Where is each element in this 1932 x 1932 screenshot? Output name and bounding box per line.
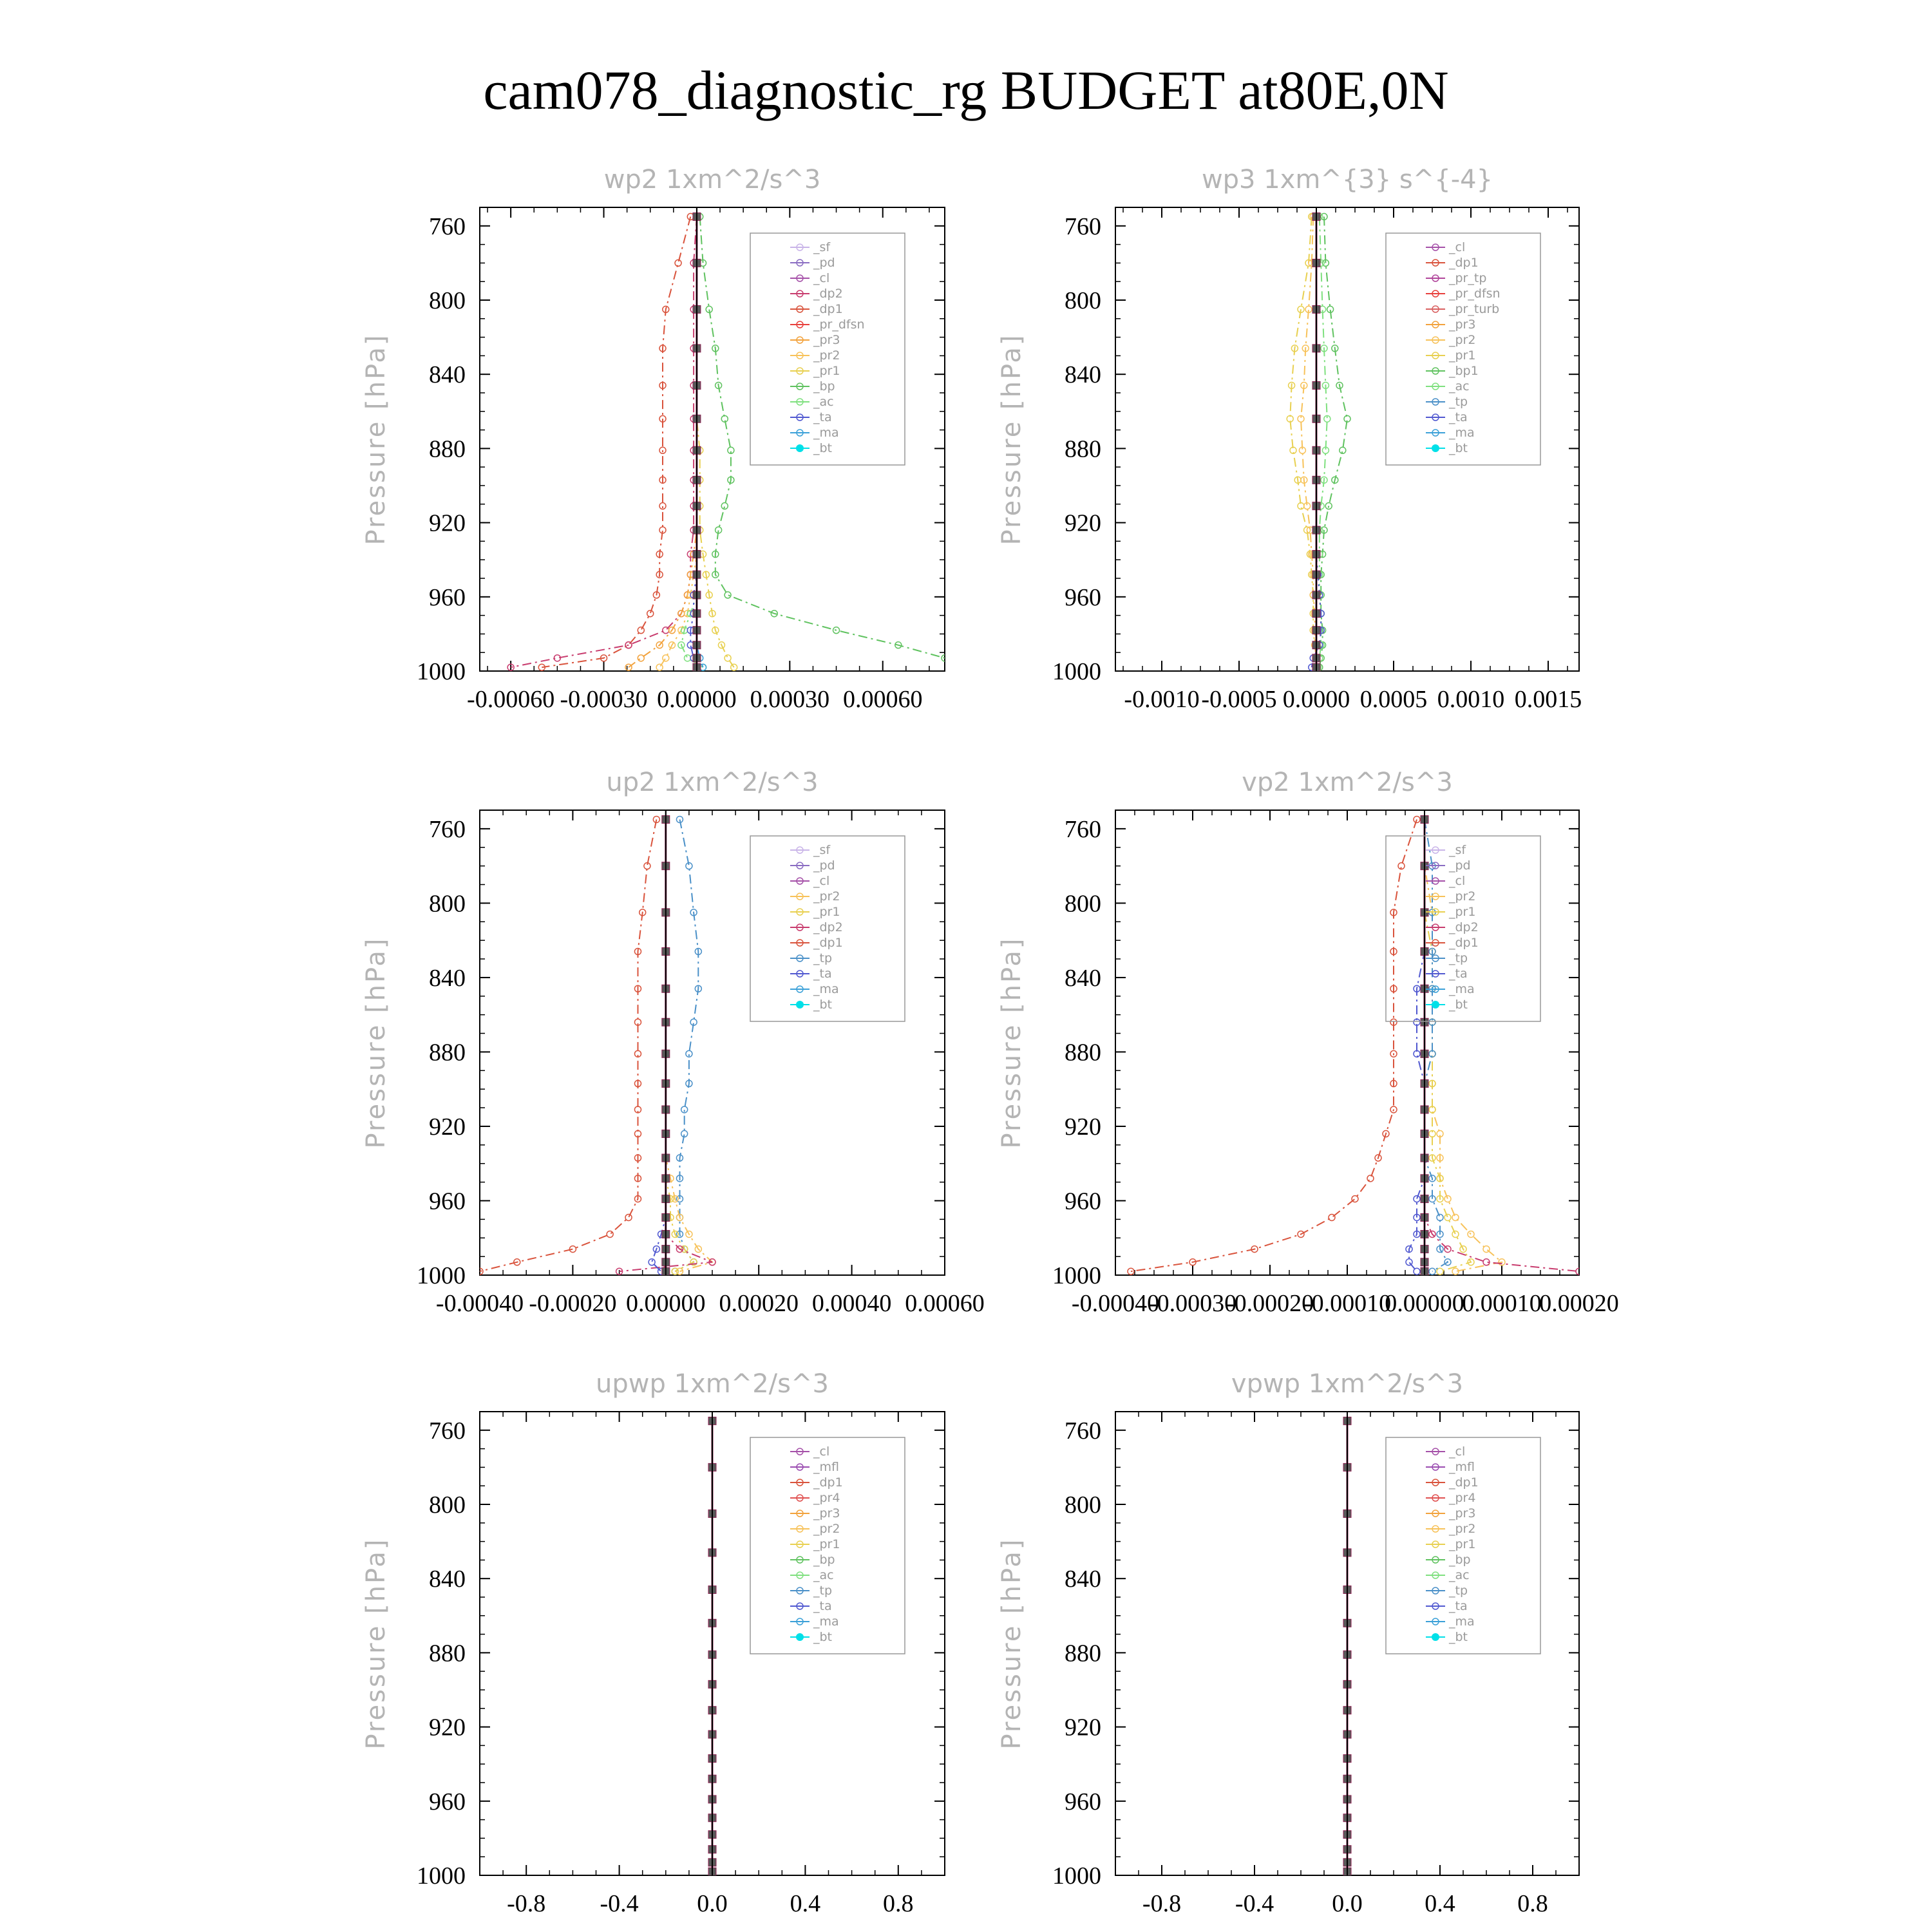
series-line-tp bbox=[1425, 819, 1448, 1271]
legend-label: _pr1 bbox=[1449, 348, 1476, 363]
series-line-pr2 bbox=[666, 819, 712, 1271]
y-tick-label: 840 bbox=[429, 361, 466, 389]
plot-frame bbox=[1115, 810, 1579, 1275]
y-tick-label: 840 bbox=[1065, 1566, 1101, 1593]
data-point bbox=[1429, 1268, 1435, 1274]
data-point bbox=[659, 503, 666, 509]
x-tick-label: -0.8 bbox=[1142, 1890, 1182, 1917]
y-tick-label: 760 bbox=[1065, 213, 1101, 240]
legend-label: _pr1 bbox=[1449, 1537, 1476, 1551]
y-tick-label: 880 bbox=[1065, 1039, 1101, 1066]
panel-title: up2 1xm^2/s^3 bbox=[606, 768, 819, 797]
panel-up2 bbox=[361, 768, 985, 1317]
legend-label: _bt bbox=[1449, 1630, 1468, 1644]
y-tick-label: 760 bbox=[1065, 815, 1101, 843]
legend-label: _pr1 bbox=[813, 1537, 840, 1551]
legend-label: _tp bbox=[1449, 951, 1468, 965]
x-tick-label: -0.0005 bbox=[1201, 686, 1277, 713]
y-tick-label: 800 bbox=[1065, 890, 1101, 918]
y-axis-label: Pressure [hPa] bbox=[361, 333, 391, 545]
y-tick-label: 760 bbox=[429, 815, 466, 843]
x-tick-label: 0.8 bbox=[883, 1890, 914, 1917]
y-tick-label: 960 bbox=[429, 1788, 466, 1815]
legend-label: _dp1 bbox=[813, 1475, 843, 1490]
y-tick-label: 800 bbox=[1065, 287, 1101, 314]
data-point bbox=[724, 655, 731, 661]
legend-label: _ac bbox=[813, 1568, 834, 1582]
legend-label: _dp1 bbox=[1449, 256, 1479, 270]
plot-frame bbox=[480, 207, 945, 671]
series-group bbox=[1128, 815, 1582, 1275]
y-tick-label: 800 bbox=[429, 890, 466, 918]
x-tick-label: -0.00020 bbox=[529, 1290, 617, 1317]
legend-label: _cl bbox=[813, 874, 830, 888]
x-tick-label: 0.00020 bbox=[1539, 1290, 1619, 1317]
series-line-tp bbox=[675, 819, 698, 1271]
y-tick-label: 920 bbox=[1065, 1113, 1101, 1141]
legend-label: _bt bbox=[813, 998, 833, 1012]
legend-label: _pr_turb bbox=[1449, 302, 1500, 316]
x-tick-label: 0.4 bbox=[1425, 1890, 1455, 1917]
legend-label: _ma bbox=[813, 982, 839, 996]
y-tick-label: 920 bbox=[429, 1113, 466, 1141]
data-point bbox=[1128, 1268, 1134, 1274]
data-point bbox=[967, 664, 973, 670]
x-tick-label: -0.00010 bbox=[1303, 1290, 1392, 1317]
x-tick-label: 0.0 bbox=[1332, 1890, 1363, 1917]
x-tick-label: 0.00020 bbox=[719, 1290, 799, 1317]
y-tick-label: 960 bbox=[429, 583, 466, 611]
series-line-pr1 bbox=[1290, 216, 1316, 667]
legend-label: _cl bbox=[1449, 1444, 1466, 1459]
series-line-ac bbox=[1318, 216, 1327, 667]
y-tick-label: 760 bbox=[1065, 1417, 1101, 1444]
legend-label: _pr2 bbox=[813, 348, 840, 363]
y-tick-label: 760 bbox=[429, 213, 466, 240]
y-tick-label: 960 bbox=[1065, 1188, 1101, 1215]
y-tick-label: 800 bbox=[1065, 1492, 1101, 1519]
legend-label: _pr4 bbox=[813, 1491, 840, 1505]
legend-marker bbox=[796, 1633, 804, 1641]
data-point bbox=[1352, 1196, 1358, 1202]
data-point bbox=[1329, 1214, 1335, 1220]
plot-frame bbox=[480, 810, 945, 1275]
data-point bbox=[638, 655, 644, 661]
legend-label: _ma bbox=[1449, 982, 1475, 996]
y-tick-label: 840 bbox=[1065, 964, 1101, 992]
data-point bbox=[684, 655, 690, 661]
x-tick-label: -0.00060 bbox=[467, 686, 555, 713]
legend-label: _ta bbox=[1449, 967, 1468, 981]
page-title: cam078_diagnostic_rg BUDGET at80E,0N bbox=[483, 59, 1449, 121]
x-tick-label: -0.00030 bbox=[560, 686, 648, 713]
panel-vpwp bbox=[997, 1369, 1579, 1917]
legend-label: _pr2 bbox=[1449, 1522, 1476, 1536]
legend-label: _bp bbox=[813, 379, 835, 393]
x-tick-label: 0.00010 bbox=[1462, 1290, 1542, 1317]
legend-label: _ac bbox=[1449, 1568, 1470, 1582]
x-tick-label: 0.00000 bbox=[657, 686, 737, 713]
x-tick-label: 0.00030 bbox=[750, 686, 830, 713]
data-point bbox=[1367, 1175, 1374, 1182]
y-tick-label: 880 bbox=[429, 1039, 466, 1066]
legend-label: _cl bbox=[1449, 240, 1466, 254]
legend-label: _cl bbox=[813, 271, 830, 285]
legend-label: _ma bbox=[1449, 426, 1475, 440]
data-point bbox=[1437, 1214, 1443, 1220]
data-point bbox=[1406, 1259, 1412, 1265]
x-tick-label: 0.0005 bbox=[1359, 686, 1428, 713]
y-tick-label: 1000 bbox=[417, 1862, 466, 1889]
legend-label: _bt bbox=[1449, 998, 1468, 1012]
legend-label: _pr_dfsn bbox=[1449, 287, 1501, 301]
plot-frame bbox=[1115, 207, 1579, 671]
legend-marker bbox=[1432, 1001, 1439, 1009]
series-line-dp2 bbox=[1425, 819, 1579, 1271]
legend-label: _bp bbox=[1449, 1553, 1471, 1567]
y-tick-label: 920 bbox=[429, 1714, 466, 1741]
panel-title: wp3 1xm^{3} s^{-4} bbox=[1201, 165, 1493, 194]
x-tick-label: -0.00030 bbox=[1148, 1290, 1237, 1317]
legend-label: _pr2 bbox=[813, 1522, 840, 1536]
legend-label: _dp2 bbox=[813, 920, 843, 934]
x-tick-label: 0.00040 bbox=[811, 1290, 892, 1317]
data-point bbox=[1437, 1268, 1443, 1274]
legend-label: _cl bbox=[813, 1444, 830, 1459]
legend-label: _pr3 bbox=[1449, 317, 1476, 332]
legend-marker bbox=[796, 444, 804, 452]
y-axis-label: Pressure [hPa] bbox=[361, 1537, 391, 1750]
y-tick-label: 880 bbox=[429, 1640, 466, 1667]
legend-label: _tp bbox=[813, 1584, 833, 1598]
y-tick-label: 840 bbox=[429, 1566, 466, 1593]
x-tick-label: -0.00040 bbox=[1071, 1290, 1160, 1317]
series-line-dp1 bbox=[542, 216, 690, 667]
legend-label: _bp1 bbox=[1449, 364, 1479, 378]
x-tick-label: 0.8 bbox=[1517, 1890, 1548, 1917]
legend-label: _sf bbox=[1449, 843, 1466, 857]
panel-vp2 bbox=[997, 768, 1619, 1317]
legend-label: _ma bbox=[1449, 1615, 1475, 1629]
panel-upwp bbox=[361, 1369, 945, 1917]
data-point bbox=[649, 1259, 655, 1265]
series-line-ta bbox=[652, 819, 666, 1271]
legend-label: _sf bbox=[813, 240, 831, 254]
data-point bbox=[625, 1214, 632, 1220]
legend-label: _pr4 bbox=[1449, 1491, 1476, 1505]
series-group bbox=[477, 815, 715, 1275]
legend-label: _mfl bbox=[1449, 1460, 1475, 1474]
panel-title: upwp 1xm^2/s^3 bbox=[596, 1369, 829, 1399]
y-axis-label: Pressure [hPa] bbox=[997, 333, 1027, 545]
data-point bbox=[663, 627, 669, 634]
legend-label: _dp1 bbox=[1449, 936, 1479, 950]
legend-label: _bp bbox=[813, 1553, 835, 1567]
legend-label: _ac bbox=[813, 395, 834, 409]
legend-marker bbox=[796, 1001, 804, 1009]
series-line-pr1 bbox=[697, 216, 734, 667]
legend-label: _ta bbox=[1449, 1599, 1468, 1613]
legend-label: _ta bbox=[1449, 410, 1468, 424]
legend-label: _tp bbox=[813, 951, 833, 965]
y-tick-label: 800 bbox=[429, 287, 466, 314]
series-line-bp1 bbox=[1320, 216, 1347, 667]
series-line-dp1 bbox=[1131, 819, 1417, 1271]
y-tick-label: 1000 bbox=[1052, 1862, 1101, 1889]
y-tick-label: 880 bbox=[1065, 435, 1101, 463]
legend-label: _pr_dfsn bbox=[813, 317, 865, 332]
legend-label: _ta bbox=[813, 1599, 832, 1613]
x-tick-label: 0.00000 bbox=[1385, 1290, 1464, 1317]
x-tick-label: -0.4 bbox=[600, 1890, 639, 1917]
data-point bbox=[638, 627, 644, 634]
y-tick-label: 1000 bbox=[417, 1262, 466, 1289]
legend-label: _mfl bbox=[813, 1460, 839, 1474]
series-group bbox=[507, 213, 972, 671]
data-point bbox=[1452, 1231, 1459, 1237]
series-line-pr2 bbox=[659, 216, 697, 667]
legend-label: _pr1 bbox=[813, 905, 840, 919]
legend-label: _ma bbox=[813, 1615, 839, 1629]
x-tick-label: -0.4 bbox=[1235, 1890, 1274, 1917]
panel-title: vpwp 1xm^2/s^3 bbox=[1231, 1369, 1464, 1399]
y-axis-label: Pressure [hPa] bbox=[997, 936, 1027, 1149]
series-line-dp1 bbox=[480, 819, 656, 1271]
y-tick-label: 960 bbox=[1065, 583, 1101, 611]
legend-label: _pr2 bbox=[1449, 889, 1476, 904]
y-tick-label: 920 bbox=[1065, 1714, 1101, 1741]
legend-label: _bt bbox=[813, 1630, 833, 1644]
legend-marker bbox=[1432, 1633, 1439, 1641]
y-tick-label: 800 bbox=[429, 1492, 466, 1519]
legend-label: _pr1 bbox=[1449, 905, 1476, 919]
series-line-ta bbox=[1409, 819, 1425, 1271]
legend-label: _dp1 bbox=[1449, 1475, 1479, 1490]
y-tick-label: 1000 bbox=[1052, 1262, 1101, 1289]
legend-label: _bt bbox=[1449, 441, 1468, 455]
data-point bbox=[1444, 1196, 1451, 1202]
y-tick-label: 840 bbox=[429, 964, 466, 992]
legend-label: _pr2 bbox=[1449, 333, 1476, 347]
series-line-pr2 bbox=[1301, 216, 1316, 667]
x-tick-label: 0.4 bbox=[790, 1890, 821, 1917]
legend-label: _pr_tp bbox=[1449, 271, 1487, 285]
panel-wp2 bbox=[361, 165, 973, 713]
x-tick-label: -0.00040 bbox=[435, 1290, 524, 1317]
legend-label: _dp1 bbox=[813, 936, 843, 950]
legend-label: _pr2 bbox=[813, 889, 840, 904]
series-group bbox=[1287, 213, 1350, 671]
legend-label: _dp2 bbox=[1449, 920, 1479, 934]
legend-label: _pd bbox=[813, 858, 835, 873]
x-tick-label: 0.0 bbox=[697, 1890, 728, 1917]
panel-title: vp2 1xm^2/s^3 bbox=[1242, 768, 1453, 797]
legend-label: _dp1 bbox=[813, 302, 843, 316]
y-tick-label: 880 bbox=[1065, 1640, 1101, 1667]
legend-label: _tp bbox=[1449, 1584, 1468, 1598]
y-tick-label: 920 bbox=[1065, 509, 1101, 537]
legend-marker bbox=[1432, 444, 1439, 452]
legend-label: _sf bbox=[813, 843, 831, 857]
legend-label: _pr3 bbox=[1449, 1506, 1476, 1520]
y-tick-label: 1000 bbox=[1052, 658, 1101, 685]
series-line-dp2 bbox=[511, 216, 697, 667]
x-tick-label: 0.00000 bbox=[626, 1290, 706, 1317]
legend-label: _pr3 bbox=[813, 333, 840, 347]
data-point bbox=[731, 664, 737, 670]
panel-title: wp2 1xm^2/s^3 bbox=[603, 165, 821, 194]
legend-label: _ta bbox=[813, 410, 832, 424]
x-tick-label: 0.0000 bbox=[1282, 686, 1350, 713]
legend-label: _pd bbox=[1449, 858, 1471, 873]
data-point bbox=[607, 1231, 613, 1237]
y-tick-label: 880 bbox=[429, 435, 466, 463]
legend-label: _bt bbox=[813, 441, 833, 455]
y-tick-label: 760 bbox=[429, 1417, 466, 1444]
y-tick-label: 1000 bbox=[417, 658, 466, 685]
legend-label: _dp2 bbox=[813, 287, 843, 301]
legend-label: _cl bbox=[1449, 874, 1466, 888]
y-tick-label: 960 bbox=[1065, 1788, 1101, 1815]
data-point bbox=[647, 611, 654, 617]
data-point bbox=[656, 664, 663, 670]
data-point bbox=[1414, 1196, 1420, 1202]
x-tick-label: -0.00020 bbox=[1226, 1290, 1314, 1317]
legend-label: _pd bbox=[813, 256, 835, 270]
x-tick-label: -0.8 bbox=[507, 1890, 546, 1917]
y-axis-label: Pressure [hPa] bbox=[361, 936, 391, 1149]
legend-label: _pr3 bbox=[813, 1506, 840, 1520]
legend-label: _tp bbox=[1449, 395, 1468, 409]
data-point bbox=[1444, 1214, 1451, 1220]
data-point bbox=[1483, 1246, 1490, 1253]
x-tick-label: 0.0010 bbox=[1437, 686, 1505, 713]
y-tick-label: 840 bbox=[1065, 361, 1101, 389]
legend-label: _pr1 bbox=[813, 364, 840, 378]
panel-wp3 bbox=[997, 165, 1582, 713]
x-tick-label: 0.00060 bbox=[842, 686, 923, 713]
x-tick-label: 0.00060 bbox=[905, 1290, 985, 1317]
y-tick-label: 960 bbox=[429, 1188, 466, 1215]
series-line-bp bbox=[700, 216, 970, 667]
data-point bbox=[1414, 1268, 1420, 1274]
x-tick-label: -0.0010 bbox=[1124, 686, 1200, 713]
legend-label: _ta bbox=[813, 967, 832, 981]
y-tick-label: 920 bbox=[429, 509, 466, 537]
x-tick-label: 0.0015 bbox=[1514, 686, 1582, 713]
data-point bbox=[663, 655, 669, 661]
series-line-ac bbox=[681, 216, 703, 667]
legend-label: _ac bbox=[1449, 379, 1470, 393]
y-axis-label: Pressure [hPa] bbox=[997, 1537, 1027, 1750]
legend-label: _ma bbox=[813, 426, 839, 440]
data-point bbox=[1452, 1214, 1459, 1220]
data-point bbox=[724, 592, 731, 598]
